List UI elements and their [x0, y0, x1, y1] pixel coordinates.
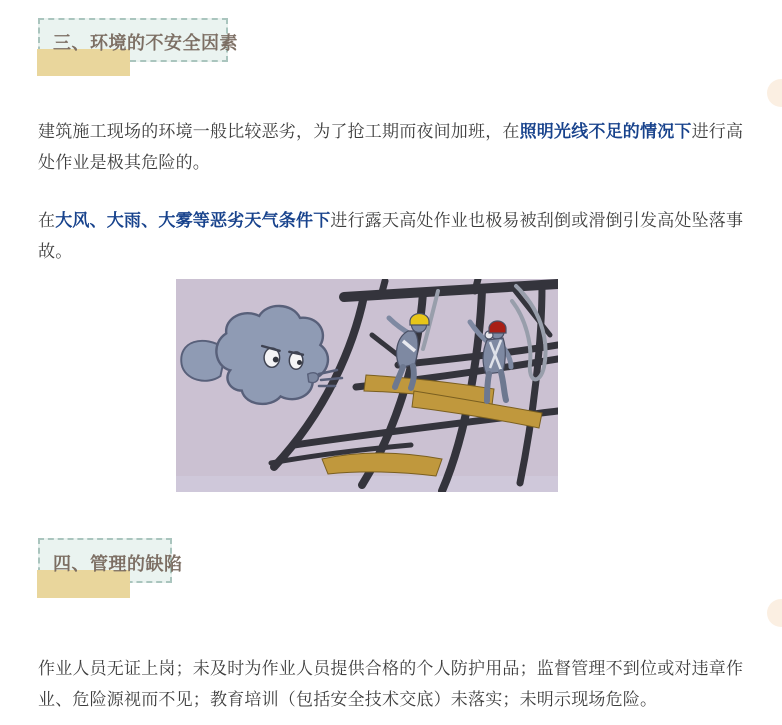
paragraph-text: 在 — [38, 211, 56, 230]
decorative-circle — [767, 599, 782, 627]
paragraph-emphasis: 照明光线不足的情况下 — [519, 122, 692, 141]
paragraph-text: 作业人员无证上岗；未及时为作业人员提供合格的个人防护用品；监督管理不到位或对违章作业、危险源视而不见；教育培训（包括安全技术交底）未落实；未明示现场危险。 — [38, 659, 744, 709]
paragraph-environment-night-work — [38, 116, 750, 178]
decorative-circle — [767, 79, 782, 107]
paragraph-text: 进行高处作业是极其危险的。 — [38, 122, 744, 172]
section-heading-management — [37, 538, 183, 600]
paragraph-text: 进行露天高处作业也极易被刮倒或滑倒引发高处坠落事故。 — [38, 211, 744, 261]
section-heading-label: 三、环境的不安全因素 — [53, 33, 238, 53]
paragraph-emphasis: 大风、大雨、大雾等恶劣天气条件下 — [55, 211, 331, 230]
wind-scaffold-cartoon-image[interactable] — [176, 279, 558, 492]
section-heading-label: 四、管理的缺陷 — [53, 554, 183, 574]
section-heading-env — [37, 18, 238, 78]
paragraph-text: 建筑施工现场的环境一般比较恶劣，为了抢工期而夜间加班，在 — [38, 122, 520, 141]
paragraph-management-defects — [38, 653, 750, 715]
paragraph-weather-risk — [38, 205, 750, 267]
wind-scaffold-cartoon-svg — [176, 279, 558, 492]
